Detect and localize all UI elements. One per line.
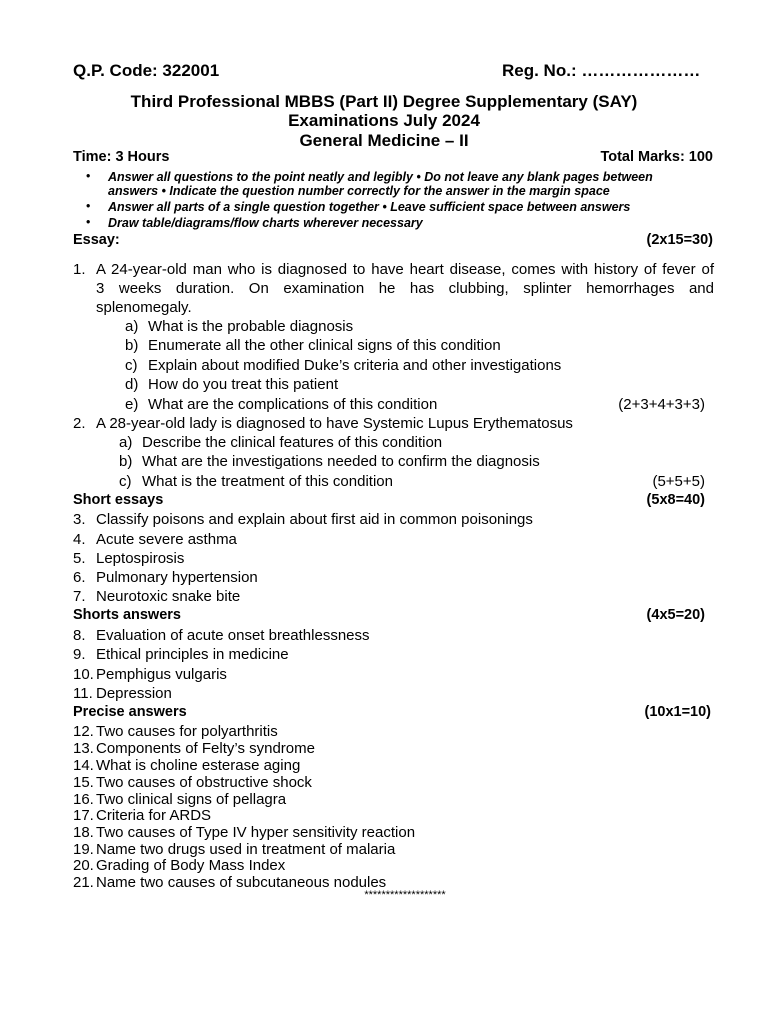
precise-answers-marks: (10x1=10)	[644, 704, 711, 720]
question-marks: (5+5+5)	[652, 473, 705, 490]
list-item: 17. Criteria for ARDS	[73, 807, 212, 824]
list-item: 19. Name two drugs used in treatment of malaria	[73, 841, 396, 858]
short-answers-heading: Shorts answers	[73, 607, 181, 623]
list-item: 16. Two clinical signs of pellagra	[73, 791, 287, 808]
list-item: 4. Acute severe asthma	[73, 531, 237, 548]
question-text: splenomegaly.	[96, 299, 192, 316]
question-text: A 28-year-old lady is diagnosed to have Systemic Lupus Erythematosus	[96, 415, 573, 432]
list-item: 12. Two causes for polyarthritis	[73, 723, 278, 740]
instruction-line: answers • Indicate the question number correctly for the answer in the margin space	[108, 184, 610, 198]
bullet-icon: •	[86, 169, 91, 183]
sub-question: b) What are the investigations needed to confirm the diagnosis	[119, 453, 540, 470]
list-item: 3. Classify poisons and explain about first aid in common poisonings	[73, 511, 533, 528]
list-item: 20. Grading of Body Mass Index	[73, 857, 286, 874]
list-item: 11. Depression	[73, 685, 172, 702]
short-essays-heading: Short essays	[73, 492, 164, 508]
list-item: 9. Ethical principles in medicine	[73, 646, 289, 663]
list-item: 7. Neurotoxic snake bite	[73, 588, 241, 605]
short-essays-marks: (5x8=40)	[646, 492, 705, 508]
sub-question: c) Explain about modified Duke’s criteria and other investigations	[125, 357, 562, 374]
sub-question: d) How do you treat this patient	[125, 376, 339, 393]
total-marks: Total Marks: 100	[600, 149, 713, 165]
list-item: 15. Two causes of obstructive shock	[73, 774, 312, 791]
question-text: A 24-year-old man who is diagnosed to have heart disease, comes with history of fever of	[96, 261, 714, 278]
instruction-line: Answer all parts of a single question together • Leave sufficient space between answers	[108, 200, 631, 214]
instruction-line: Answer all questions to the point neatly and legibly • Do not leave any blank pages between	[108, 170, 653, 184]
qp-code: Q.P. Code: 322001	[73, 61, 220, 80]
question-marks: (2+3+4+3+3)	[618, 396, 705, 413]
sub-question: b) Enumerate all the other clinical signs of this condition	[125, 337, 501, 354]
question-number: 1.	[73, 261, 86, 278]
sub-question: a) What is the probable diagnosis	[125, 318, 354, 335]
list-item: 13. Components of Felty’s syndrome	[73, 740, 315, 757]
list-item: 10. Pemphigus vulgaris	[73, 666, 227, 683]
list-item: 14. What is choline esterase aging	[73, 757, 301, 774]
exam-session: Examinations July 2024	[288, 111, 480, 130]
question-text: 3 weeks duration. On examination he has clubbing, splinter hemorrhages and	[96, 280, 714, 297]
instruction-line: Draw table/diagrams/flow charts wherever necessary	[108, 216, 423, 230]
list-item: 5. Leptospirosis	[73, 550, 185, 567]
list-item: 21. Name two causes of subcutaneous nodules	[73, 874, 387, 891]
precise-answers-heading: Precise answers	[73, 704, 187, 720]
bullet-icon: •	[86, 215, 91, 229]
essay-heading: Essay:	[73, 232, 120, 248]
question-number: 2.	[73, 415, 86, 432]
reg-no: Reg. No.: …………………	[502, 61, 701, 80]
exam-title: Third Professional MBBS (Part II) Degree Supplementary (SAY)	[130, 92, 638, 111]
list-item: 6. Pulmonary hypertension	[73, 569, 258, 586]
short-answers-marks: (4x5=20)	[646, 607, 705, 623]
subject-title: General Medicine – II	[299, 131, 469, 150]
bullet-icon: •	[86, 199, 91, 213]
list-item: 18. Two causes of Type IV hyper sensitivity reaction	[73, 824, 416, 841]
sub-question: c) What is the treatment of this condition	[119, 473, 393, 490]
essay-marks: (2x15=30)	[646, 232, 713, 248]
sub-question: a) Describe the clinical features of this condition	[119, 434, 443, 451]
end-marker: *******************	[364, 889, 446, 901]
sub-question: e) What are the complications of this condition	[125, 396, 438, 413]
list-item: 8. Evaluation of acute onset breathlessness	[73, 627, 370, 644]
exam-time: Time: 3 Hours	[73, 149, 170, 165]
